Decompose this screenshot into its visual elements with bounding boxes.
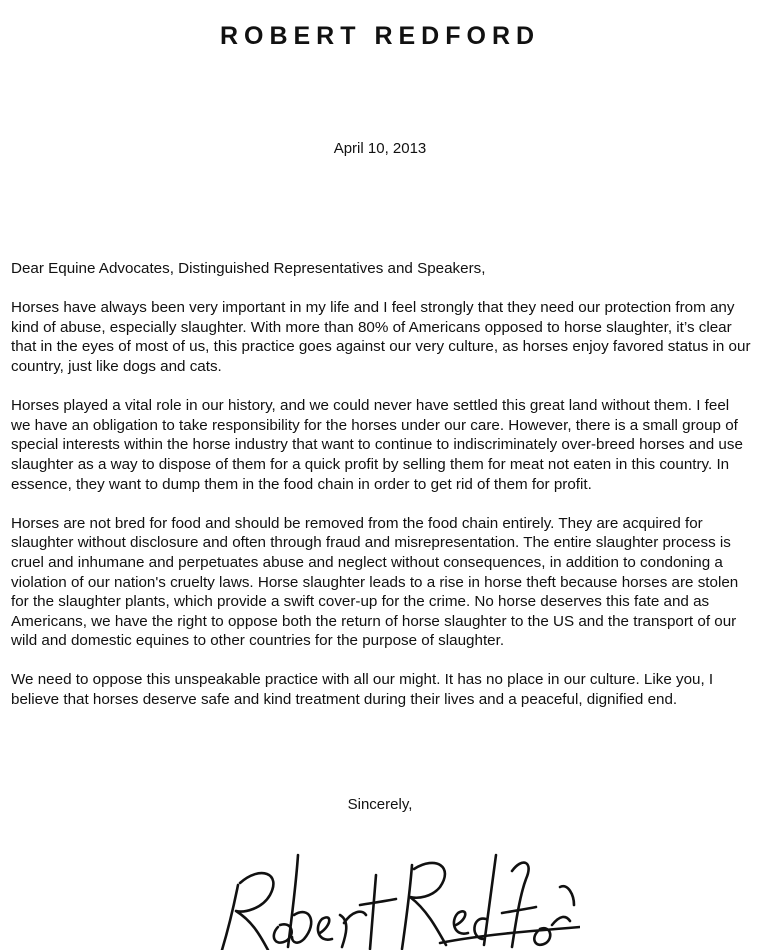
closing: Sincerely, <box>347 796 413 813</box>
salutation: Dear Equine Advocates, Distinguished Representatives and Speakers, <box>11 260 486 277</box>
paragraph-4: We need to oppose this unspeakable practice with all our might. It has no place in our culture. Like you, I believe that horses deserve safe and kind treatment during their lives and a peaceful, dignified end. <box>11 671 714 709</box>
handwritten-signature <box>200 835 580 950</box>
paragraph-3: Horses are not bred for food and should be removed from the food chain entirely. They are acquired for slaughter without disclosure and often through fraud and misrepresentation. The entire slaughter process is cruel and inhumane and perpetuates abuse and neglect without consequences, in addition to condoning a violation of our nation's cruelty laws. Horse slaughter leads to a rise in horse theft because horses are stolen for the slaughter plants, which provide a swift cover-up for the crime. No horse deserves this fate and as Americans, we have the right to oppose both the return of horse slaughter to the US and the transport of our wild and domestic equines to other countries for the purpose of slaughter. <box>11 514 739 650</box>
letter-body <box>11 259 751 729</box>
paragraph-1: Horses have always been very important in my life and I feel strongly that they need our protection from any kind of abuse, especially slaughter. With more than 80% of Americans opposed to horse slaughter, it’s clear that in the eyes of most of us, this practice goes against our very culture, as horses enjoy favored status in our country, just like dogs and cats. <box>11 299 751 375</box>
letter-date: April 10, 2013 <box>333 140 427 157</box>
paragraph-2: Horses played a vital role in our history, and we could never have settled this great land without them. I feel we have an obligation to take responsibility for the horses under our care. However, there is a small group of special interests within the horse industry that want to continue to indiscriminately over-breed horses and use slaughter as a way to dispose of them for a quick profit by selling them for meat not eaten in this country. In essence, they want to dump them in the food chain in order to get rid of them for profit. <box>11 397 743 493</box>
letterhead-name: ROBERT REDFORD <box>219 22 541 50</box>
